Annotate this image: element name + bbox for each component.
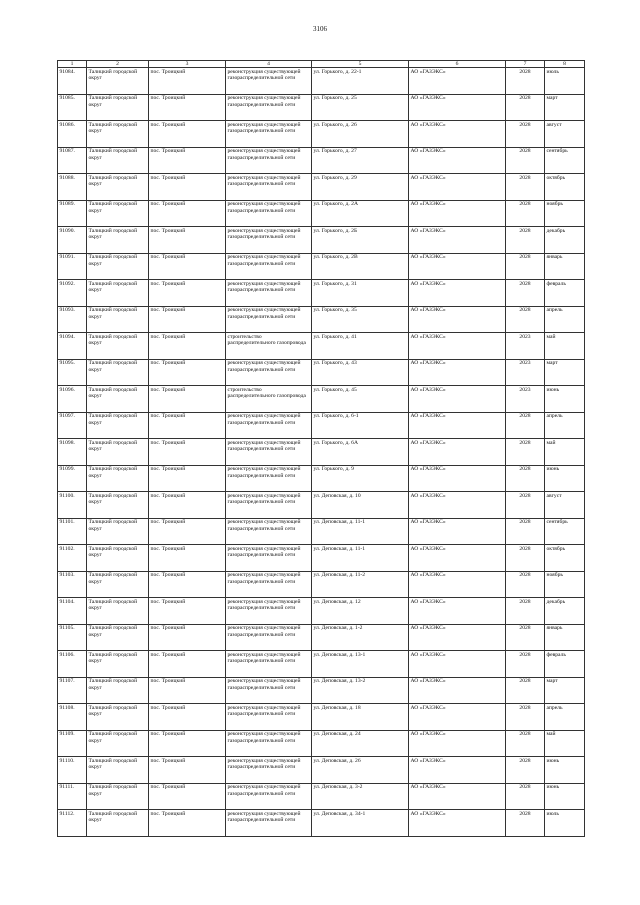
cell-col-municipality: Талицкий городской округ (87, 253, 149, 280)
cell-col-month: ноябрь (545, 200, 585, 227)
table-row (58, 783, 585, 810)
cell-col-settlement: пос. Троицкий (149, 253, 226, 280)
cell-col-address: ул. Деповская, д. 1-2 (312, 624, 409, 651)
cell-col-address: ул. Деповская, д. 11-1 (312, 518, 409, 545)
cell-col-contractor: АО «ГАЗЭКС» (409, 810, 506, 837)
cell-col-contractor: АО «ГАЗЭКС» (409, 147, 506, 174)
cell-col-month: март (545, 359, 585, 386)
cell-col-work-type: реконструкция существующей газораспределительной сети (226, 253, 312, 280)
cell-col-number: 91111. (58, 783, 87, 810)
gas-network-table (57, 60, 585, 837)
cell-col-municipality: Талицкий городской округ (87, 598, 149, 625)
header-col-number: 1 (58, 61, 87, 68)
cell-col-municipality: Талицкий городской округ (87, 730, 149, 757)
cell-col-settlement: пос. Троицкий (149, 439, 226, 466)
header-col-contractor: 6 (409, 61, 506, 68)
table-row (58, 651, 585, 678)
cell-col-work-type: реконструкция существующей газораспределительной сети (226, 147, 312, 174)
cell-col-municipality: Талицкий городской округ (87, 571, 149, 598)
cell-col-municipality: Талицкий городской округ (87, 333, 149, 360)
cell-col-work-type: реконструкция существующей газораспределительной сети (226, 94, 312, 121)
cell-col-month: апрель (545, 306, 585, 333)
cell-col-month: октябрь (545, 174, 585, 201)
cell-col-settlement: пос. Троицкий (149, 598, 226, 625)
cell-col-year: 2028 (506, 465, 545, 492)
cell-col-year: 2028 (506, 783, 545, 810)
cell-col-work-type: реконструкция существующей газораспределительной сети (226, 518, 312, 545)
cell-col-address: ул. Деповская, д. 18 (312, 704, 409, 731)
cell-col-month: октябрь (545, 545, 585, 572)
cell-col-municipality: Талицкий городской округ (87, 651, 149, 678)
cell-col-contractor: АО «ГАЗЭКС» (409, 94, 506, 121)
table-header (58, 61, 585, 68)
cell-col-number: 91098. (58, 439, 87, 466)
cell-col-contractor: АО «ГАЗЭКС» (409, 306, 506, 333)
cell-col-contractor: АО «ГАЗЭКС» (409, 359, 506, 386)
cell-col-work-type: реконструкция существующей газораспределительной сети (226, 412, 312, 439)
cell-col-work-type: реконструкция существующей газораспределительной сети (226, 68, 312, 95)
cell-col-contractor: АО «ГАЗЭКС» (409, 624, 506, 651)
cell-col-work-type: реконструкция существующей газораспределительной сети (226, 730, 312, 757)
cell-col-year: 2028 (506, 624, 545, 651)
cell-col-year: 2028 (506, 147, 545, 174)
cell-col-municipality: Талицкий городской округ (87, 174, 149, 201)
cell-col-address: ул. Деповская, д. 26 (312, 757, 409, 784)
cell-col-contractor: АО «ГАЗЭКС» (409, 333, 506, 360)
cell-col-municipality: Талицкий городской округ (87, 94, 149, 121)
cell-col-address: ул. Горького, д. 6-1 (312, 412, 409, 439)
table-row (58, 704, 585, 731)
cell-col-municipality: Талицкий городской округ (87, 280, 149, 307)
cell-col-number: 91100. (58, 492, 87, 519)
table-row (58, 757, 585, 784)
cell-col-contractor: АО «ГАЗЭКС» (409, 465, 506, 492)
cell-col-work-type: строительство распределительного газопровода (226, 386, 312, 413)
cell-col-address: ул. Горького, д. 27 (312, 147, 409, 174)
table-row (58, 518, 585, 545)
cell-col-municipality: Талицкий городской округ (87, 412, 149, 439)
cell-col-number: 91109. (58, 730, 87, 757)
cell-col-settlement: пос. Троицкий (149, 280, 226, 307)
table-row (58, 200, 585, 227)
cell-col-address: ул. Горького, д. 26 (312, 121, 409, 148)
table-row (58, 280, 585, 307)
cell-col-month: декабрь (545, 598, 585, 625)
cell-col-year: 2028 (506, 439, 545, 466)
cell-col-work-type: реконструкция существующей газораспределительной сети (226, 571, 312, 598)
cell-col-work-type: реконструкция существующей газораспределительной сети (226, 121, 312, 148)
cell-col-work-type: реконструкция существующей газораспределительной сети (226, 598, 312, 625)
cell-col-address: ул. Горького, д. 35 (312, 306, 409, 333)
table-row (58, 306, 585, 333)
cell-col-number: 91112. (58, 810, 87, 837)
cell-col-municipality: Талицкий городской округ (87, 545, 149, 572)
cell-col-settlement: пос. Троицкий (149, 810, 226, 837)
cell-col-month: март (545, 94, 585, 121)
cell-col-contractor: АО «ГАЗЭКС» (409, 730, 506, 757)
cell-col-year: 2028 (506, 200, 545, 227)
cell-col-contractor: АО «ГАЗЭКС» (409, 677, 506, 704)
cell-col-number: 91085. (58, 94, 87, 121)
cell-col-settlement: пос. Троицкий (149, 386, 226, 413)
header-col-work-type: 4 (226, 61, 312, 68)
cell-col-year: 2028 (506, 730, 545, 757)
cell-col-month: апрель (545, 412, 585, 439)
header-col-year: 7 (506, 61, 545, 68)
cell-col-year: 2028 (506, 518, 545, 545)
cell-col-number: 91102. (58, 545, 87, 572)
cell-col-month: июнь (545, 757, 585, 784)
cell-col-settlement: пос. Троицкий (149, 571, 226, 598)
cell-col-year: 2028 (506, 677, 545, 704)
cell-col-year: 2028 (506, 704, 545, 731)
cell-col-contractor: АО «ГАЗЭКС» (409, 412, 506, 439)
cell-col-address: ул. Горького, д. 6А (312, 439, 409, 466)
cell-col-month: январь (545, 624, 585, 651)
cell-col-settlement: пос. Троицкий (149, 412, 226, 439)
table-body (58, 68, 585, 837)
cell-col-address: ул. Горького, д. 2В (312, 253, 409, 280)
cell-col-month: май (545, 730, 585, 757)
cell-col-number: 91092. (58, 280, 87, 307)
cell-col-work-type: реконструкция существующей газораспределительной сети (226, 757, 312, 784)
cell-col-number: 91086. (58, 121, 87, 148)
cell-col-address: ул. Деповская, д. 10 (312, 492, 409, 519)
cell-col-address: ул. Горького, д. 22-1 (312, 68, 409, 95)
cell-col-settlement: пос. Троицкий (149, 174, 226, 201)
table-row (58, 94, 585, 121)
cell-col-number: 91104. (58, 598, 87, 625)
cell-col-work-type: реконструкция существующей газораспределительной сети (226, 465, 312, 492)
cell-col-work-type: реконструкция существующей газораспределительной сети (226, 200, 312, 227)
page-number: 3106 (313, 25, 327, 33)
cell-col-number: 91094. (58, 333, 87, 360)
cell-col-year: 2028 (506, 757, 545, 784)
cell-col-number: 91090. (58, 227, 87, 254)
cell-col-month: январь (545, 253, 585, 280)
cell-col-settlement: пос. Троицкий (149, 68, 226, 95)
cell-col-month: июль (545, 810, 585, 837)
cell-col-settlement: пос. Троицкий (149, 465, 226, 492)
table-row (58, 492, 585, 519)
cell-col-municipality: Талицкий городской округ (87, 439, 149, 466)
table-row (58, 730, 585, 757)
cell-col-month: февраль (545, 651, 585, 678)
cell-col-contractor: АО «ГАЗЭКС» (409, 783, 506, 810)
cell-col-work-type: реконструкция существующей газораспределительной сети (226, 439, 312, 466)
table-row (58, 121, 585, 148)
cell-col-municipality: Талицкий городской округ (87, 68, 149, 95)
cell-col-work-type: реконструкция существующей газораспределительной сети (226, 174, 312, 201)
cell-col-work-type: реконструкция существующей газораспределительной сети (226, 783, 312, 810)
cell-col-address: ул. Горького, д. 43 (312, 359, 409, 386)
cell-col-month: ноябрь (545, 571, 585, 598)
cell-col-address: ул. Деповская, д. 13-2 (312, 677, 409, 704)
cell-col-address: ул. Деповская, д. 24 (312, 730, 409, 757)
cell-col-number: 91110. (58, 757, 87, 784)
cell-col-address: ул. Горького, д. 41 (312, 333, 409, 360)
cell-col-address: ул. Горького, д. 45 (312, 386, 409, 413)
cell-col-contractor: АО «ГАЗЭКС» (409, 68, 506, 95)
cell-col-municipality: Талицкий городской округ (87, 677, 149, 704)
cell-col-settlement: пос. Троицкий (149, 359, 226, 386)
cell-col-month: апрель (545, 704, 585, 731)
cell-col-address: ул. Деповская, д. 3-2 (312, 783, 409, 810)
cell-col-number: 91108. (58, 704, 87, 731)
cell-col-number: 91089. (58, 200, 87, 227)
cell-col-settlement: пос. Троицкий (149, 227, 226, 254)
cell-col-settlement: пос. Троицкий (149, 147, 226, 174)
cell-col-year: 2023 (506, 359, 545, 386)
cell-col-contractor: АО «ГАЗЭКС» (409, 598, 506, 625)
cell-col-municipality: Талицкий городской округ (87, 810, 149, 837)
cell-col-number: 91107. (58, 677, 87, 704)
cell-col-contractor: АО «ГАЗЭКС» (409, 545, 506, 572)
cell-col-address: ул. Горького, д. 31 (312, 280, 409, 307)
cell-col-municipality: Талицкий городской округ (87, 121, 149, 148)
cell-col-settlement: пос. Троицкий (149, 333, 226, 360)
cell-col-year: 2028 (506, 227, 545, 254)
cell-col-contractor: АО «ГАЗЭКС» (409, 571, 506, 598)
cell-col-work-type: реконструкция существующей газораспределительной сети (226, 810, 312, 837)
cell-col-year: 2028 (506, 598, 545, 625)
cell-col-municipality: Талицкий городской округ (87, 200, 149, 227)
cell-col-contractor: АО «ГАЗЭКС» (409, 757, 506, 784)
cell-col-contractor: АО «ГАЗЭКС» (409, 200, 506, 227)
cell-col-address: ул. Деповская, д. 12 (312, 598, 409, 625)
cell-col-address: ул. Деповская, д. 34-1 (312, 810, 409, 837)
cell-col-settlement: пос. Троицкий (149, 200, 226, 227)
cell-col-year: 2028 (506, 94, 545, 121)
cell-col-municipality: Талицкий городской округ (87, 492, 149, 519)
cell-col-contractor: АО «ГАЗЭКС» (409, 492, 506, 519)
cell-col-year: 2028 (506, 412, 545, 439)
cell-col-municipality: Талицкий городской округ (87, 704, 149, 731)
cell-col-municipality: Талицкий городской округ (87, 359, 149, 386)
cell-col-work-type: реконструкция существующей газораспределительной сети (226, 306, 312, 333)
cell-col-municipality: Талицкий городской округ (87, 518, 149, 545)
cell-col-settlement: пос. Троицкий (149, 306, 226, 333)
cell-col-contractor: АО «ГАЗЭКС» (409, 439, 506, 466)
cell-col-work-type: реконструкция существующей газораспределительной сети (226, 704, 312, 731)
cell-col-number: 91096. (58, 386, 87, 413)
cell-col-number: 91088. (58, 174, 87, 201)
cell-col-year: 2028 (506, 280, 545, 307)
cell-col-year: 2028 (506, 68, 545, 95)
cell-col-address: ул. Деповская, д. 11-2 (312, 571, 409, 598)
cell-col-contractor: АО «ГАЗЭКС» (409, 651, 506, 678)
cell-col-settlement: пос. Троицкий (149, 757, 226, 784)
header-col-settlement: 3 (149, 61, 226, 68)
cell-col-municipality: Талицкий городской округ (87, 147, 149, 174)
cell-col-work-type: реконструкция существующей газораспределительной сети (226, 492, 312, 519)
header-col-municipality: 2 (87, 61, 149, 68)
table-row (58, 412, 585, 439)
cell-col-address: ул. Деповская, д. 13-1 (312, 651, 409, 678)
table-row (58, 810, 585, 837)
cell-col-settlement: пос. Троицкий (149, 783, 226, 810)
table-row (58, 439, 585, 466)
cell-col-month: июнь (545, 386, 585, 413)
cell-col-contractor: АО «ГАЗЭКС» (409, 386, 506, 413)
cell-col-year: 2028 (506, 492, 545, 519)
cell-col-address: ул. Горького, д. 9 (312, 465, 409, 492)
cell-col-year: 2023 (506, 333, 545, 360)
cell-col-month: июнь (545, 465, 585, 492)
cell-col-number: 91095. (58, 359, 87, 386)
cell-col-year: 2028 (506, 306, 545, 333)
table-row (58, 147, 585, 174)
cell-col-year: 2023 (506, 386, 545, 413)
cell-col-contractor: АО «ГАЗЭКС» (409, 253, 506, 280)
cell-col-municipality: Талицкий городской округ (87, 306, 149, 333)
cell-col-municipality: Талицкий городской округ (87, 465, 149, 492)
cell-col-settlement: пос. Троицкий (149, 518, 226, 545)
cell-col-month: сентябрь (545, 518, 585, 545)
cell-col-contractor: АО «ГАЗЭКС» (409, 174, 506, 201)
table-row (58, 571, 585, 598)
cell-col-year: 2028 (506, 253, 545, 280)
cell-col-month: декабрь (545, 227, 585, 254)
cell-col-number: 91097. (58, 412, 87, 439)
cell-col-address: ул. Горького, д. 2А (312, 200, 409, 227)
table-row (58, 598, 585, 625)
cell-col-number: 91087. (58, 147, 87, 174)
cell-col-settlement: пос. Троицкий (149, 624, 226, 651)
table-row (58, 386, 585, 413)
header-col-address: 5 (312, 61, 409, 68)
cell-col-month: май (545, 439, 585, 466)
cell-col-address: ул. Деповская, д. 11-1 (312, 545, 409, 572)
cell-col-number: 91106. (58, 651, 87, 678)
cell-col-month: июнь (545, 783, 585, 810)
cell-col-settlement: пос. Троицкий (149, 545, 226, 572)
cell-col-month: март (545, 677, 585, 704)
table-row (58, 677, 585, 704)
cell-col-work-type: реконструкция существующей газораспределительной сети (226, 677, 312, 704)
table-row (58, 359, 585, 386)
cell-col-contractor: АО «ГАЗЭКС» (409, 518, 506, 545)
table-row (58, 465, 585, 492)
cell-col-work-type: реконструкция существующей газораспределительной сети (226, 624, 312, 651)
cell-col-work-type: реконструкция существующей газораспределительной сети (226, 359, 312, 386)
cell-col-year: 2028 (506, 121, 545, 148)
cell-col-municipality: Талицкий городской округ (87, 783, 149, 810)
cell-col-work-type: реконструкция существующей газораспределительной сети (226, 227, 312, 254)
cell-col-settlement: пос. Троицкий (149, 121, 226, 148)
table-row (58, 227, 585, 254)
cell-col-month: июль (545, 68, 585, 95)
cell-col-year: 2028 (506, 571, 545, 598)
header-row (58, 61, 585, 68)
cell-col-number: 91103. (58, 571, 87, 598)
cell-col-number: 91099. (58, 465, 87, 492)
cell-col-work-type: реконструкция существующей газораспределительной сети (226, 280, 312, 307)
cell-col-year: 2028 (506, 810, 545, 837)
cell-col-contractor: АО «ГАЗЭКС» (409, 121, 506, 148)
table-row (58, 624, 585, 651)
cell-col-year: 2028 (506, 651, 545, 678)
cell-col-month: февраль (545, 280, 585, 307)
cell-col-year: 2028 (506, 174, 545, 201)
cell-col-settlement: пос. Троицкий (149, 94, 226, 121)
cell-col-municipality: Талицкий городской округ (87, 624, 149, 651)
cell-col-work-type: реконструкция существующей газораспределительной сети (226, 651, 312, 678)
table-row (58, 174, 585, 201)
cell-col-month: май (545, 333, 585, 360)
table-row (58, 68, 585, 95)
cell-col-number: 91093. (58, 306, 87, 333)
cell-col-number: 91105. (58, 624, 87, 651)
cell-col-month: сентябрь (545, 147, 585, 174)
cell-col-contractor: АО «ГАЗЭКС» (409, 704, 506, 731)
cell-col-municipality: Талицкий городской округ (87, 757, 149, 784)
cell-col-month: август (545, 492, 585, 519)
cell-col-month: август (545, 121, 585, 148)
cell-col-address: ул. Горького, д. 29 (312, 174, 409, 201)
cell-col-work-type: строительство распределительного газопровода (226, 333, 312, 360)
table-row (58, 253, 585, 280)
cell-col-work-type: реконструкция существующей газораспределительной сети (226, 545, 312, 572)
cell-col-number: 91101. (58, 518, 87, 545)
table-row (58, 333, 585, 360)
cell-col-number: 91084. (58, 68, 87, 95)
cell-col-address: ул. Горького, д. 25 (312, 94, 409, 121)
cell-col-year: 2028 (506, 545, 545, 572)
table-row (58, 545, 585, 572)
cell-col-settlement: пос. Троицкий (149, 677, 226, 704)
cell-col-contractor: АО «ГАЗЭКС» (409, 280, 506, 307)
cell-col-municipality: Талицкий городской округ (87, 227, 149, 254)
header-col-month: 8 (545, 61, 585, 68)
cell-col-settlement: пос. Троицкий (149, 492, 226, 519)
cell-col-municipality: Талицкий городской округ (87, 386, 149, 413)
cell-col-address: ул. Горького, д. 2Б (312, 227, 409, 254)
cell-col-settlement: пос. Троицкий (149, 730, 226, 757)
cell-col-settlement: пос. Троицкий (149, 704, 226, 731)
cell-col-contractor: АО «ГАЗЭКС» (409, 227, 506, 254)
cell-col-settlement: пос. Троицкий (149, 651, 226, 678)
cell-col-number: 91091. (58, 253, 87, 280)
